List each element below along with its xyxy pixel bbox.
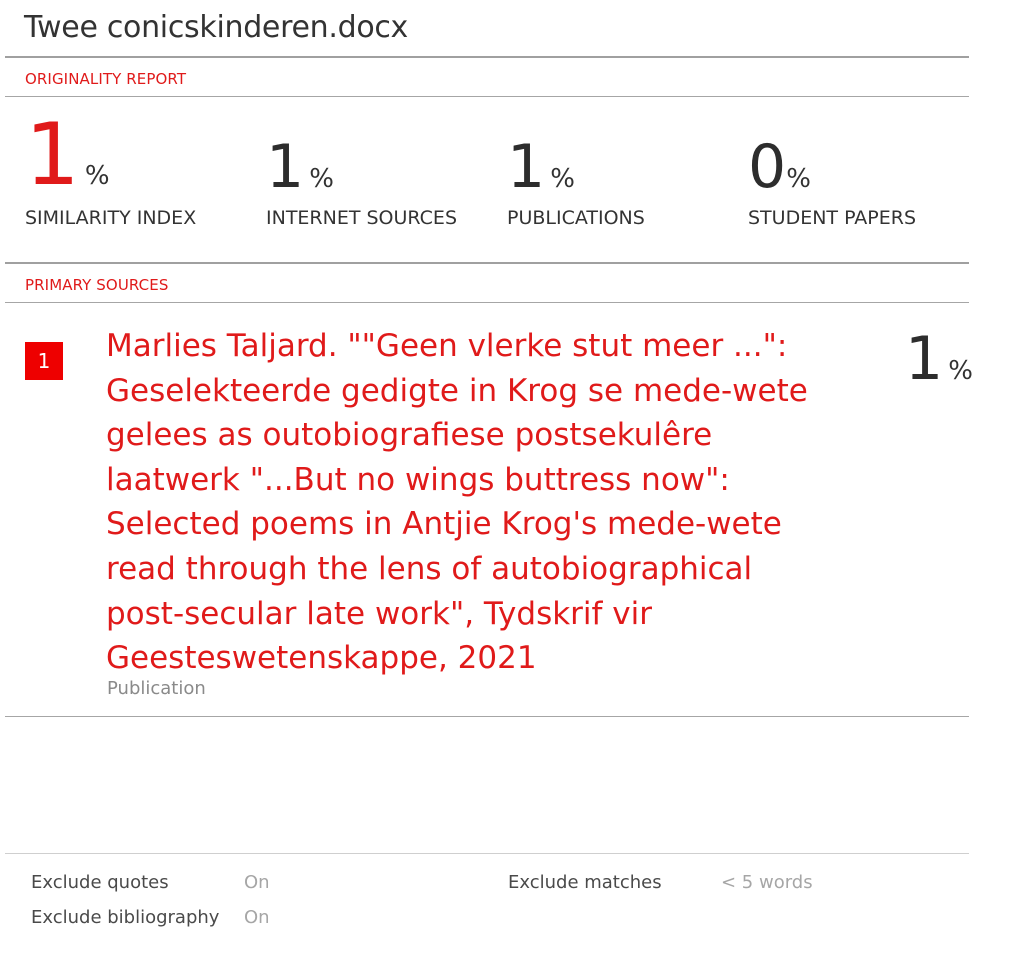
student-papers-label: STUDENT PAPERS — [748, 207, 917, 229]
settings-divider — [5, 853, 969, 854]
title-divider — [5, 56, 969, 58]
source-type-label: Publication — [107, 678, 206, 699]
report-divider — [5, 96, 969, 97]
metrics-divider — [5, 262, 969, 264]
publications-unit: % — [550, 164, 575, 194]
source-match-unit: % — [948, 356, 973, 386]
exclude-matches-value: < 5 words — [721, 872, 813, 893]
originality-report-heading: ORIGINALITY REPORT — [25, 70, 187, 88]
student-papers-unit: % — [786, 164, 811, 194]
exclude-matches-label: Exclude matches — [508, 872, 662, 893]
source-citation[interactable]: Marlies Taljard. ""Geen vlerke stut meer ...": Geselekteerde gedigte in Krog se mede-wete gelees as outobiografiese postsekulêre laatwerk "...But no wings buttress now": Selected poems in Antjie Krog's mede-wete read through the lens of autobiographical post-secular late work", Tydskrif vir Geesteswetenskappe, 2021 — [106, 328, 808, 677]
similarity-index-value: 1 — [25, 105, 80, 205]
exclude-bibliography-value: On — [244, 907, 270, 928]
document-title: Twee conicskinderen.docx — [24, 10, 409, 45]
primary-sources-heading: PRIMARY SOURCES — [25, 276, 169, 294]
source-match-percent — [905, 324, 973, 394]
source-rank-badge: 1 — [25, 342, 63, 380]
internet-sources-value: 1 — [266, 132, 305, 202]
sources-divider — [5, 302, 969, 303]
student-papers-value: 0 — [748, 132, 787, 202]
exclude-quotes-value: On — [244, 872, 270, 893]
source-divider — [5, 716, 969, 717]
exclude-quotes-label: Exclude quotes — [31, 872, 169, 893]
publications-label: PUBLICATIONS — [507, 207, 645, 229]
similarity-index-unit: % — [84, 161, 110, 191]
exclude-bibliography-label: Exclude bibliography — [31, 907, 220, 928]
publications-value: 1 — [507, 132, 546, 202]
internet-sources-label: INTERNET SOURCES — [266, 207, 458, 229]
source-match-value: 1 — [905, 324, 944, 394]
similarity-index-label: SIMILARITY INDEX — [25, 207, 197, 229]
internet-sources-unit: % — [309, 164, 334, 194]
